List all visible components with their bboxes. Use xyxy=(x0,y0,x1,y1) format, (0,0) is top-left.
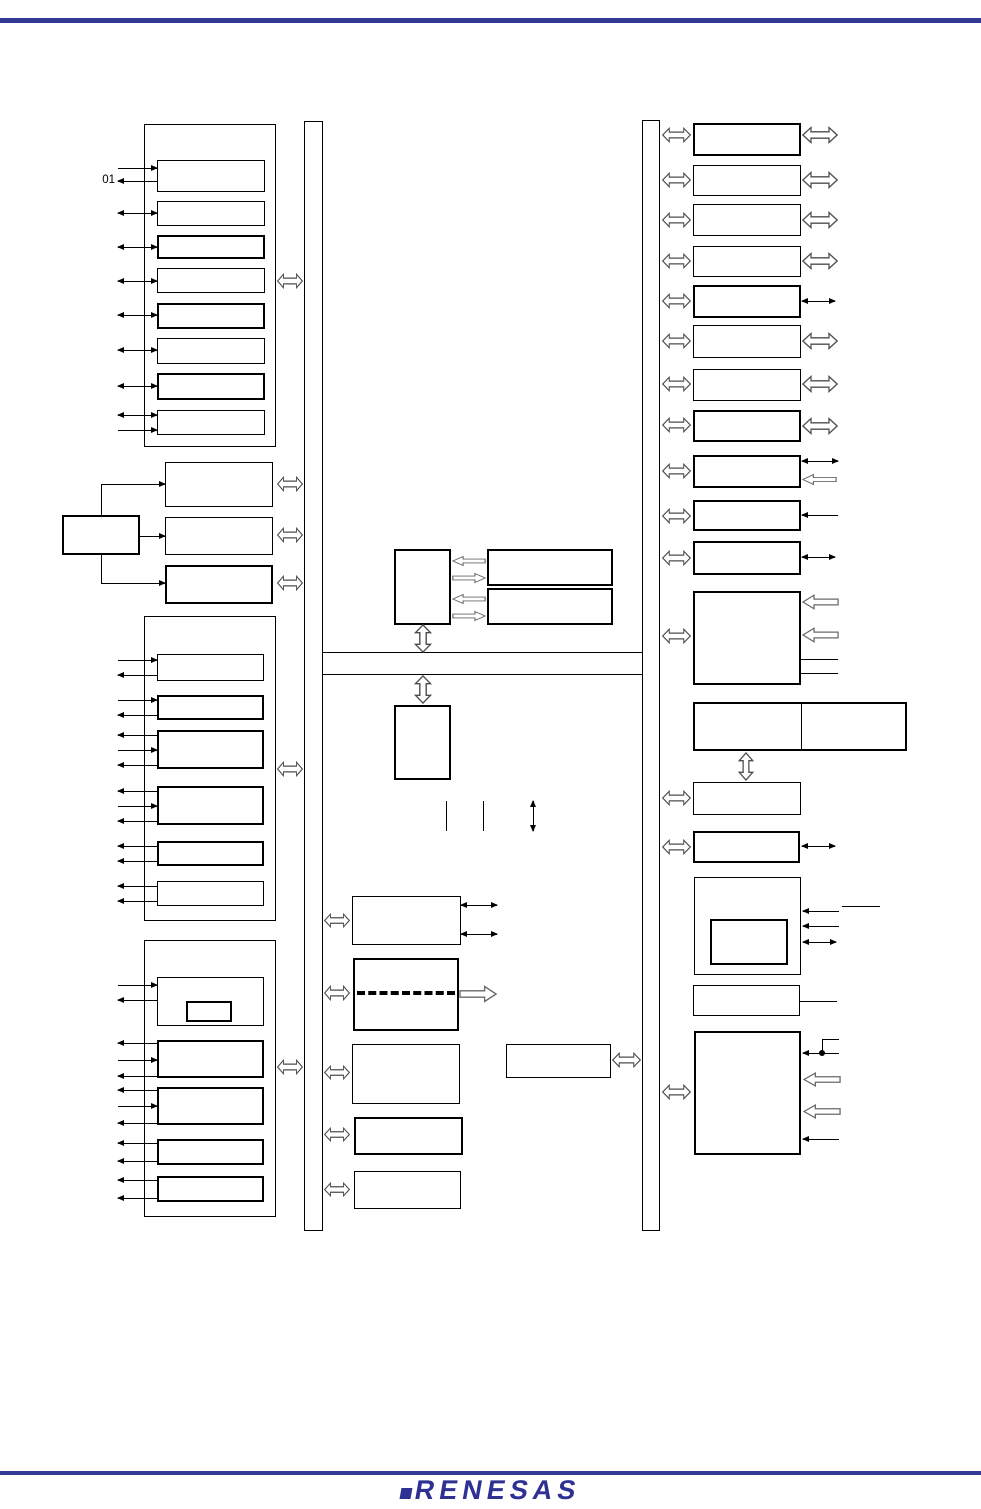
pin-block-arrow xyxy=(802,125,838,145)
pin-line xyxy=(118,1076,157,1077)
peripheral-box xyxy=(693,204,801,236)
pin-line xyxy=(118,715,157,716)
bus-connector-arrow xyxy=(662,627,691,645)
bus-connector-arrow xyxy=(324,984,350,1002)
vertical-bus-arrow xyxy=(737,752,755,781)
peripheral-box xyxy=(352,896,461,945)
pin-bend-line xyxy=(822,1039,839,1040)
port-block xyxy=(157,1040,264,1078)
pin-line xyxy=(118,985,157,986)
pin-line xyxy=(802,515,838,516)
bus-connector-arrow xyxy=(662,789,691,807)
input-block-arrow xyxy=(802,626,839,644)
bus-connector-arrow xyxy=(324,1064,350,1081)
pin-line xyxy=(118,821,157,822)
port-block xyxy=(157,695,264,720)
port-block xyxy=(157,786,264,825)
pin-line xyxy=(118,660,157,661)
pin-line xyxy=(803,926,839,927)
nested-sub-block xyxy=(710,919,788,965)
bus-connector-arrow xyxy=(324,1126,350,1143)
bus-connector-arrow xyxy=(662,252,691,270)
cpu-core-box xyxy=(394,549,451,625)
port-block xyxy=(157,268,265,293)
data-flow-arrow-right xyxy=(452,572,486,584)
vertical-bus-arrow xyxy=(413,675,433,704)
pin-line xyxy=(803,1139,839,1140)
peripheral-box xyxy=(693,123,801,156)
input-block-arrow xyxy=(802,473,837,486)
interrupt-controller-box xyxy=(693,591,801,685)
datasheet-block-diagram-page xyxy=(0,18,981,1509)
pin-line xyxy=(800,1001,837,1002)
top-blue-bar xyxy=(0,18,981,23)
pin-block-arrow xyxy=(802,170,838,190)
output-block-arrow xyxy=(459,984,497,1004)
port-block xyxy=(157,1139,264,1165)
pin-line xyxy=(118,1043,157,1044)
pin-line xyxy=(801,659,838,660)
pin-line xyxy=(118,901,157,902)
bus-connector-arrow xyxy=(662,507,691,525)
port-block xyxy=(157,841,264,866)
data-flow-arrow-left xyxy=(452,555,486,567)
port-block xyxy=(157,235,265,259)
input-block-arrow xyxy=(803,1071,841,1088)
memory-box-lower xyxy=(487,588,613,625)
bus-connector-arrow xyxy=(662,416,691,434)
pin-line xyxy=(118,791,157,792)
bus-connector-arrow xyxy=(662,211,691,229)
pin-line xyxy=(118,861,157,862)
data-flow-arrow-left xyxy=(452,593,486,605)
dual-compartment-box xyxy=(693,702,907,751)
pin-line xyxy=(118,181,157,182)
port-block xyxy=(157,654,264,681)
peripheral-box xyxy=(693,285,801,318)
pin-line xyxy=(118,350,157,351)
pin-line xyxy=(118,1106,157,1107)
port-block xyxy=(157,730,264,769)
bus-connector-arrow xyxy=(662,838,691,856)
clock-pin-arrow xyxy=(533,801,534,831)
system-box xyxy=(165,517,273,555)
pin-line xyxy=(118,750,157,751)
memory-box-upper xyxy=(487,549,613,586)
bus-connector-arrow xyxy=(612,1051,641,1069)
adc-module-box xyxy=(694,1031,801,1155)
pin-line xyxy=(118,247,157,248)
pin-line xyxy=(801,673,838,674)
bus-connector-arrow xyxy=(662,171,691,189)
bus-connector-arrow xyxy=(662,1083,691,1101)
pin-line xyxy=(118,1123,157,1124)
peripheral-box xyxy=(693,541,801,575)
bus-connector-arrow xyxy=(277,272,303,290)
central-divider-line-lower xyxy=(323,674,642,675)
pin-line xyxy=(118,281,157,282)
clock-pin-line xyxy=(446,801,447,831)
pin-line xyxy=(803,1053,839,1054)
bus-connector-arrow xyxy=(277,526,303,544)
pin-line xyxy=(118,765,157,766)
connector-line xyxy=(101,484,165,485)
system-sub-box xyxy=(62,515,140,555)
port-block xyxy=(157,881,264,906)
pin-line xyxy=(802,846,835,847)
peripheral-box xyxy=(693,410,801,442)
bus-connector-arrow xyxy=(277,574,303,592)
pin-block-arrow xyxy=(802,374,838,394)
input-block-arrow xyxy=(803,1103,841,1120)
pin-line xyxy=(803,942,836,943)
connector-line xyxy=(140,536,165,537)
pin-line xyxy=(802,301,835,302)
pin-line xyxy=(118,1143,157,1144)
logo-square-icon xyxy=(399,1488,412,1499)
bus-connector-arrow xyxy=(662,332,691,350)
pin-line xyxy=(461,905,497,906)
pin-line xyxy=(118,1000,157,1001)
bus-connector-arrow xyxy=(324,1181,350,1198)
bus-connector-arrow xyxy=(277,1058,303,1076)
peripheral-box xyxy=(506,1044,611,1078)
connector-line xyxy=(101,484,102,515)
internal-bus-right xyxy=(642,120,660,1231)
pin-line xyxy=(118,1161,157,1162)
bus-connector-arrow xyxy=(662,375,691,393)
peripheral-box xyxy=(693,369,801,401)
bus-connector-arrow xyxy=(662,126,691,144)
pin-block-arrow xyxy=(802,331,838,351)
pin-line xyxy=(118,700,157,701)
pin-block-arrow xyxy=(802,251,838,271)
peripheral-box xyxy=(693,246,801,277)
pin-line xyxy=(802,461,838,462)
pin-line xyxy=(461,934,497,935)
peripheral-box xyxy=(693,165,801,196)
pin-line xyxy=(118,1180,157,1181)
pin-block-arrow xyxy=(802,416,838,436)
peripheral-box xyxy=(693,455,801,488)
port-block xyxy=(157,373,265,400)
pin-line xyxy=(803,911,839,912)
port-block xyxy=(157,160,265,192)
port-block xyxy=(157,1087,264,1125)
peripheral-box xyxy=(693,985,800,1016)
port-block xyxy=(157,410,265,435)
pin-line xyxy=(118,315,157,316)
connector-line xyxy=(101,555,102,583)
port-block xyxy=(157,338,265,364)
central-divider-line-upper xyxy=(323,652,642,653)
nested-sub-block xyxy=(186,1001,232,1022)
bus-connector-arrow xyxy=(277,760,303,778)
clock-pin-line xyxy=(483,801,484,831)
vertical-bus-arrow xyxy=(413,624,433,653)
port-block xyxy=(157,201,265,226)
peripheral-box xyxy=(693,782,801,815)
compartment-divider xyxy=(801,703,802,750)
pin-line xyxy=(802,557,835,558)
port-block xyxy=(157,303,265,329)
system-box xyxy=(165,462,273,507)
data-flow-arrow-right xyxy=(452,610,486,622)
pin-line xyxy=(118,430,157,431)
bus-connector-arrow xyxy=(662,549,691,567)
bus-connector-arrow xyxy=(662,462,691,480)
internal-bus-left xyxy=(304,121,323,1231)
peripheral-box xyxy=(693,325,801,358)
pin-line xyxy=(118,168,157,169)
bus-connector-arrow xyxy=(277,475,303,493)
bus-connector-arrow xyxy=(662,292,691,310)
pin-line xyxy=(118,735,157,736)
peripheral-box xyxy=(693,831,800,863)
bus-controller-box xyxy=(394,705,451,780)
input-block-arrow xyxy=(802,593,839,611)
peripheral-box xyxy=(352,1044,460,1104)
logo-text: RENESAS xyxy=(412,1475,583,1505)
port-block xyxy=(157,1176,264,1202)
connector-line xyxy=(101,583,165,584)
pin-line xyxy=(118,1090,157,1091)
pin-block-arrow xyxy=(802,210,838,230)
pin-line xyxy=(118,846,157,847)
peripheral-box xyxy=(693,500,801,531)
pin-line xyxy=(118,1198,157,1199)
pin-line xyxy=(118,675,157,676)
pin-label: 01 xyxy=(102,174,115,186)
pin-line xyxy=(842,906,880,907)
pin-line xyxy=(118,886,157,887)
peripheral-box xyxy=(354,1171,461,1209)
peripheral-box xyxy=(354,1117,463,1155)
pin-line xyxy=(118,386,157,387)
system-box xyxy=(165,565,273,604)
bus-connector-arrow xyxy=(324,912,350,929)
internal-dashed-divider xyxy=(357,991,455,995)
pin-line xyxy=(118,806,157,807)
pin-line xyxy=(118,415,157,416)
pin-line xyxy=(118,1060,157,1061)
pin-line xyxy=(118,213,157,214)
